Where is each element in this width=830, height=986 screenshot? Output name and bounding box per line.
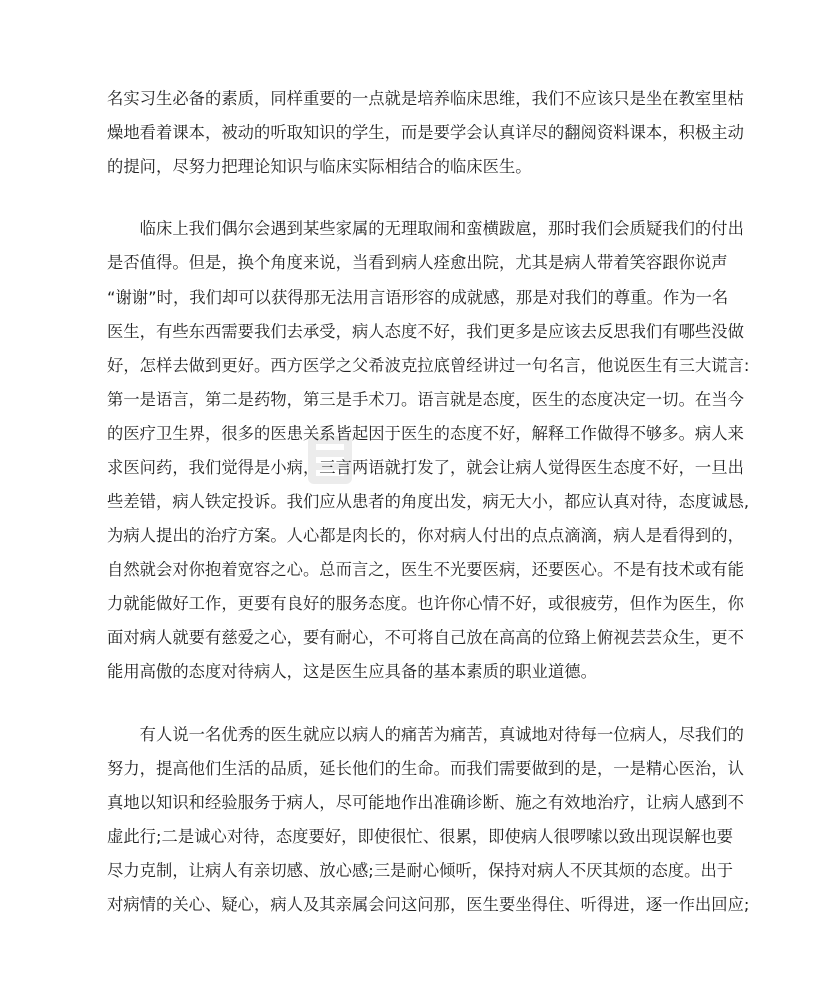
text-line: 虚此行;二是诚心对待，态度要好，即使很忙、很累，即使病人很啰嗦以致出现误解也要 (107, 827, 734, 846)
text-line: 能用高傲的态度对待病人，这是医生应具备的基本素质的职业道德。 (107, 662, 597, 681)
text-line: 名实习生必备的素质，同样重要的一点就是培养临床思维，我们不应该只是坐在教室里枯 (107, 89, 744, 108)
text-line: 为病人提出的治疗方案。人心都是肉长的，你对病人付出的点点滴滴，病人是看得到的， (107, 526, 744, 545)
text-line: 努力，提高他们生活的品质，延长他们的生命。而我们需要做到的是，一是精心医治，认 (107, 759, 744, 778)
text-line: 是否值得。但是，换个角度来说，当看到病人痊愈出院，尤其是病人带着笑容跟你说声 (107, 253, 728, 272)
text-line: 真地以知识和经验服务于病人，尽可能地作出准确诊断、施之有效地治疗，让病人感到不 (107, 793, 744, 812)
text-line: 临床上我们偶尔会遇到某些家属的无理取闹和蛮横跋扈，那时我们会质疑我们的付出 (107, 219, 744, 238)
text-line: 医生，有些东西需要我们去承受，病人态度不好，我们更多是应该去反思我们有哪些没做 (107, 322, 744, 341)
text-line: 求医问药，我们觉得是小病，三言两语就打发了，就会让病人觉得医生态度不好，一旦出 (107, 458, 744, 477)
text-line: 力就能做好工作，更要有良好的服务态度。也许你心情不好，或很疲劳，但作为医生，你 (107, 594, 744, 613)
text-line: 好，怎样去做到更好。西方医学之父希波克拉底曾经讲过一句名言，他说医生有三大谎言: (107, 356, 750, 375)
text-line: 有人说一名优秀的医生就应以病人的痛苦为痛苦，真诚地对待每一位病人，尽我们的 (107, 725, 744, 744)
text-line: 的医疗卫生界，很多的医患关系皆起因于医生的态度不好，解释工作做得不够多。病人来 (107, 424, 744, 443)
text-line: 第一是语言，第二是药物，第三是手术刀。语言就是态度，医生的态度决定一切。在当今 (107, 390, 744, 409)
text-line: 些差错，病人铁定投诉。我们应从患者的角度出发，病无大小，都应认真对待，态度诚恳, (107, 492, 750, 511)
text-line: 面对病人就要有慈爱之心，要有耐心，不可将自己放在高高的位臵上俯视芸芸众生，更不 (107, 628, 744, 647)
text-line: 燥地看着课本，被动的听取知识的学生，而是要学会认真详尽的翻阅资料课本，积极主动 (107, 123, 744, 142)
text-line: 的提问，尽努力把理论知识与临床实际相结合的临床医生。 (107, 157, 532, 176)
text-line: 尽力克制，让病人有亲切感、放心感;三是耐心倾听，保持对病人不厌其烦的态度。出于 (107, 861, 734, 880)
text-line: 对病情的关心、疑心，病人及其亲属会问这问那，医生要坐得住、听得进，逐一作出回应; (107, 895, 750, 914)
text-line: 自然就会对你抱着宽容之心。总而言之，医生不光要医病，还要医心。不是有技术或有能 (107, 560, 744, 579)
text-line: “谢谢”时，我们却可以获得那无法用言语形容的成就感，那是对我们的尊重。作为一名 (107, 288, 729, 307)
